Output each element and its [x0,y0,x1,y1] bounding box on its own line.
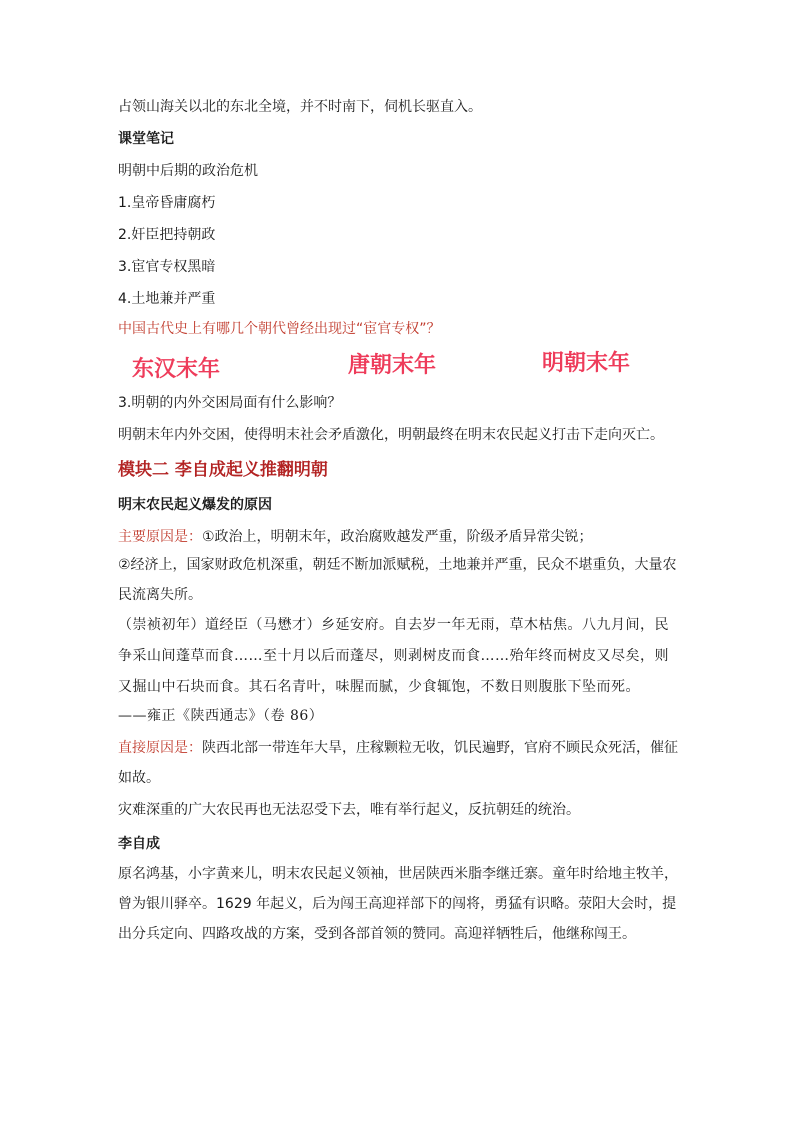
crisis-item-2: 2.奸臣把持朝政 [118,227,216,243]
economic-cause: ②经济上，国家财政危机深重，朝廷不断加派赋税，土地兼并严重，民众不堪重负，大量农民流离失所。 [118,557,677,603]
intro-line: 占领山海关以北的东北全境，并不时南下，伺机长驱直入。 [118,99,482,115]
li-zicheng-bio: 原名鸿基，小字黄来儿，明末农民起义领袖，世居陕西米脂李继迁寨。童年时给地主牧羊，曾为银川驿卒。1629 年起义，后为闯王高迎祥部下的闯将，勇猛有识略。荥阳大会时，提出分兵定向、四路攻战的方案，受到各部首领的赞同。高迎祥牺牲后，他继称闯王。 [118,866,678,942]
section3-answer: 明朝末年内外交困，使得明末社会矛盾激化，明朝最终在明末农民起义打击下走向灭亡。 [118,427,664,443]
crisis-item-3: 3.宦官专权黑暗 [118,259,216,275]
historical-quote: （崇祯初年）道经臣（马懋才）乡延安府。自去岁一年无雨，草木枯焦。八九月间，民争采山间蓬草而食……至十月以后而蓬尽，则剥树皮而食……殆年终而树皮又尽矣，则又掘山中石块而食。其石名青叶，味腥而腻，少食辄饱，不数日则腹胀下坠而死。 [118,617,669,695]
direct-cause-text: 陕西北部一带连年大旱，庄稼颗粒无收，饥民遍野，官府不顾民众死活，催征如故。 [118,740,678,786]
direct-cause-label: 直接原因是： [118,740,202,756]
document-page [118,96,678,949]
li-zicheng-heading: 李自成 [118,836,160,852]
main-cause-label: 主要原因是： [118,529,202,545]
module2-title: 模块二 李自成起义推翻明朝 [118,460,328,480]
crisis-item-1: 1.皇帝昏庸腐朽 [118,195,216,211]
direct-cause [118,733,678,793]
conclusion: 灾难深重的广大农民再也无法忍受下去，唯有举行起义，反抗朝廷的统治。 [118,802,580,818]
quote-source: ——雍正《陕西通志》（卷 86） [118,708,324,724]
section3-question: 3.明朝的内外交困局面有什么影响？ [118,395,342,411]
crisis-item-4: 4.土地兼并严重 [118,291,216,307]
dynasty-tang: 唐朝末年 [348,353,437,378]
eunuch-question: 中国古代史上有哪几个朝代曾经出现过“宦官专权”？ [118,321,441,337]
crisis-title: 明朝中后期的政治危机 [118,163,258,179]
main-cause-text: ①政治上，明朝末年，政治腐败越发严重，阶级矛盾异常尖锐； [202,529,593,545]
notes-heading: 课堂笔记 [118,131,174,147]
dynasty-eastern-han: 东汉末年 [132,357,221,382]
dynasty-answers [118,344,678,384]
causes-heading: 明末农民起义爆发的原因 [118,497,272,513]
main-cause-line [118,526,678,548]
dynasty-ming: 明朝末年 [542,351,631,376]
